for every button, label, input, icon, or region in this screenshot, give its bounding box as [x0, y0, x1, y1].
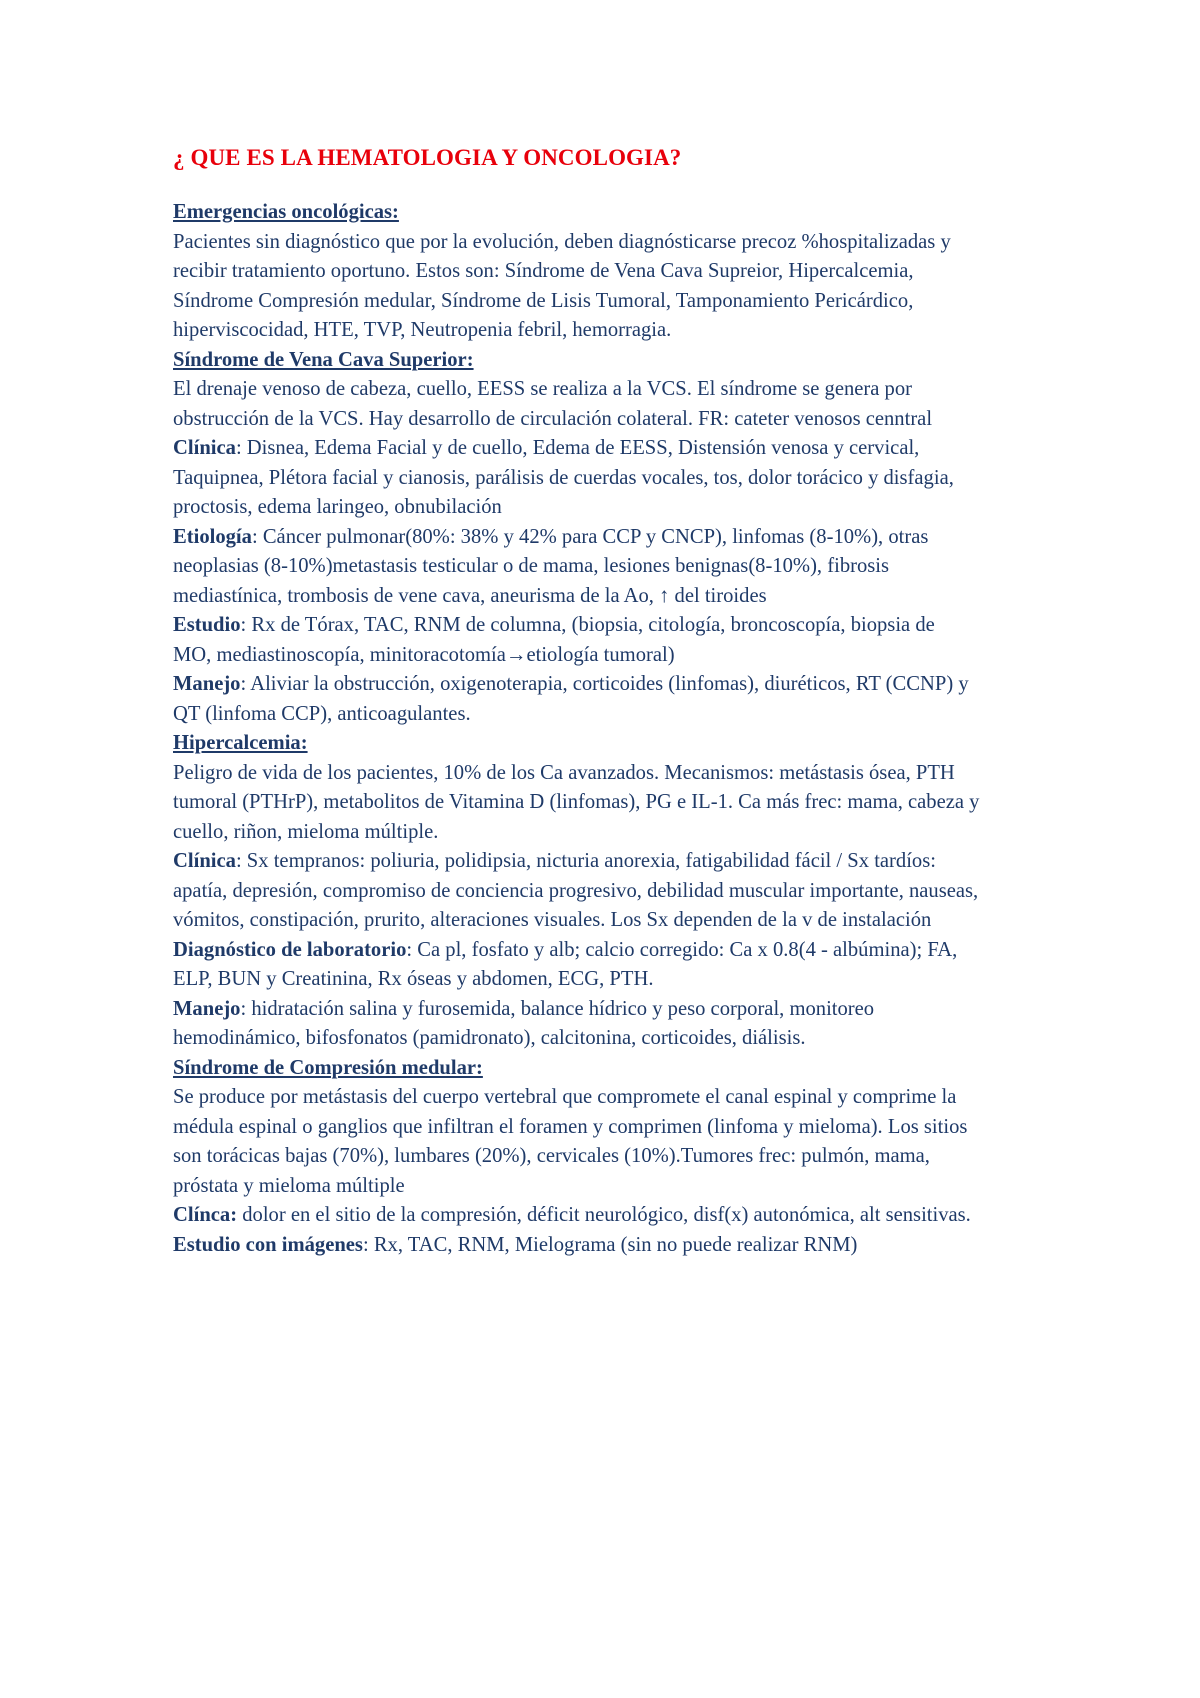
vcs-estudio-label: Estudio	[173, 614, 241, 636]
vcs-clinica-text: : Disnea, Edema Facial y de cuello, Edema de EESS, Distensión venosa y cervical, Taquipnea, Plétora facial y cianosis, parálisis de cuerdas vocales, tos, dolor torácico y disfagia, proctosis, edema laringeo, obnubilación	[173, 437, 954, 518]
hipercalcemia-intro-paragraph: Peligro de vida de los pacientes, 10% de los Ca avanzados. Mecanismos: metástasis ósea, PTH tumoral (PTHrP), metabolitos de Vitamina D (linfomas), PG e IL-1. Ca más frec: mama, cabeza y cuello, riñon, mieloma múltiple.	[173, 761, 980, 843]
section-heading-hipercalcemia: Hipercalcemia:	[173, 732, 308, 754]
hipercalcemia-diagnostico-label: Diagnóstico de laboratorio	[173, 938, 407, 961]
vcs-etiologia-label: Etiología	[173, 525, 252, 548]
hipercalcemia-diagnostico-paragraph	[173, 936, 993, 995]
vcs-estudio-paragraph-2: MO, mediastinoscopía, minitoracotomía→etiología tumoral)	[173, 643, 675, 666]
compresion-clinica-text: dolor en el sitio de la compresión, déficit neurológico, disf(x) autonómica, alt sensitivas.	[237, 1204, 971, 1226]
compresion-clinica-label: Clínca:	[173, 1204, 238, 1226]
hipercalcemia-clinica-paragraph	[173, 847, 993, 936]
compresion-estudio-text: : Rx, TAC, RNM, Mielograma (sin no puede realizar RNM)	[362, 1233, 858, 1256]
vcs-intro-paragraph	[173, 375, 993, 523]
vcs-etiologia-paragraph	[173, 523, 993, 612]
section-heading-emergencias: Emergencias oncológicas:	[173, 201, 399, 223]
document-title: ¿ QUE ES LA HEMATOLOGIA Y ONCOLOGIA?	[173, 145, 682, 170]
compresion-estudio-label: Estudio con imágenes	[173, 1233, 363, 1256]
vcs-etiologia-text: : Cáncer pulmonar(80%: 38% y 42% para CCP y CNCP), linfomas (8-10%), otras neoplasias (8-10%)metastasis testicular o de mama, lesiones benignas(8-10%), fibrosis mediastínica, trombosis de vene cava, aneurisma de la Ao, ↑ del tiroides	[173, 525, 929, 607]
hipercalcemia-manejo-paragraph	[173, 995, 993, 1054]
hipercalcemia-clinica-label: Clínica	[173, 850, 236, 872]
vcs-intro-text: El drenaje venoso de cabeza, cuello, EESS se realiza a la VCS. El síndrome se genera por obstrucción de la VCS. Hay desarrollo de circulación colateral. FR: cateter venosos cenntral	[173, 378, 933, 430]
compresion-intro-paragraph: Se produce por metástasis del cuerpo vertebral que compromete el canal espinal y comprime la médula espinal o ganglios que infiltran el foramen y comprimen (linfoma y mieloma). Los sitios son torácicas bajas (70%), lumbares (20%), cervicales (10%).Tumores frec: pulmón, mama, próstata y mieloma múltiple	[173, 1086, 968, 1197]
vcs-manejo-label: Manejo	[173, 673, 241, 695]
document-body	[173, 143, 993, 1260]
hipercalcemia-clinica-text: : Sx tempranos: poliuria, polidipsia, nicturia anorexia, fatigabilidad fácil / Sx tardíos: apatía, depresión, compromiso de conciencia progresivo, debilidad muscular importante, nauseas, vómitos, constipación, prurito, alteraciones visuales. Los Sx dependen de la v de instalación	[173, 850, 979, 931]
compresion-clinica-paragraph	[173, 1201, 993, 1231]
vcs-estudio-paragraph	[173, 611, 993, 641]
vcs-clinica-label: Clínica	[173, 437, 236, 459]
vcs-manejo-text: : Aliviar la obstrucción, oxigenoterapia, corticoides (linfomas), diuréticos, RT (CCNP) y QT (linfoma CCP), anticoagulantes.	[173, 673, 969, 725]
hipercalcemia-diagnostico-text: : Ca pl, fosfato y alb; calcio corregido: Ca x 0.8(4 - albúmina); FA, ELP, BUN y Creatinina, Rx óseas y abdomen, ECG, PTH.	[173, 938, 958, 990]
vcs-estudio-text: : Rx de Tórax, TAC, RNM de columna, (biopsia, citología, broncoscopía, biopsia de	[240, 614, 935, 636]
hipercalcemia-manejo-label: Manejo	[173, 997, 241, 1020]
section-heading-vcs: Síndrome de Vena Cava Superior:	[173, 348, 474, 371]
compresion-estudio-paragraph	[173, 1231, 993, 1261]
hipercalcemia-manejo-text: : hidratación salina y furosemida, balance hídrico y peso corporal, monitoreo hemodinámico, bifosfonatos (pamidronato), calcitonina, corticoides, diálisis.	[173, 997, 875, 1049]
emergencias-paragraph: Pacientes sin diagnóstico que por la evolución, deben diagnósticarse precoz %hospitalizadas y recibir tratamiento oportuno. Estos son: Síndrome de Vena Cava Supreior, Hipercalcemia, Síndrome Compresión medular, Síndrome de Lisis Tumoral, Tamponamiento Pericárdico, hiperviscocidad, HTE, TVP, Neutropenia febril, hemorragia.	[173, 230, 951, 341]
section-heading-compresion: Síndrome de Compresión medular:	[173, 1056, 483, 1079]
document-text	[173, 198, 993, 1260]
vcs-manejo-paragraph	[173, 670, 993, 729]
